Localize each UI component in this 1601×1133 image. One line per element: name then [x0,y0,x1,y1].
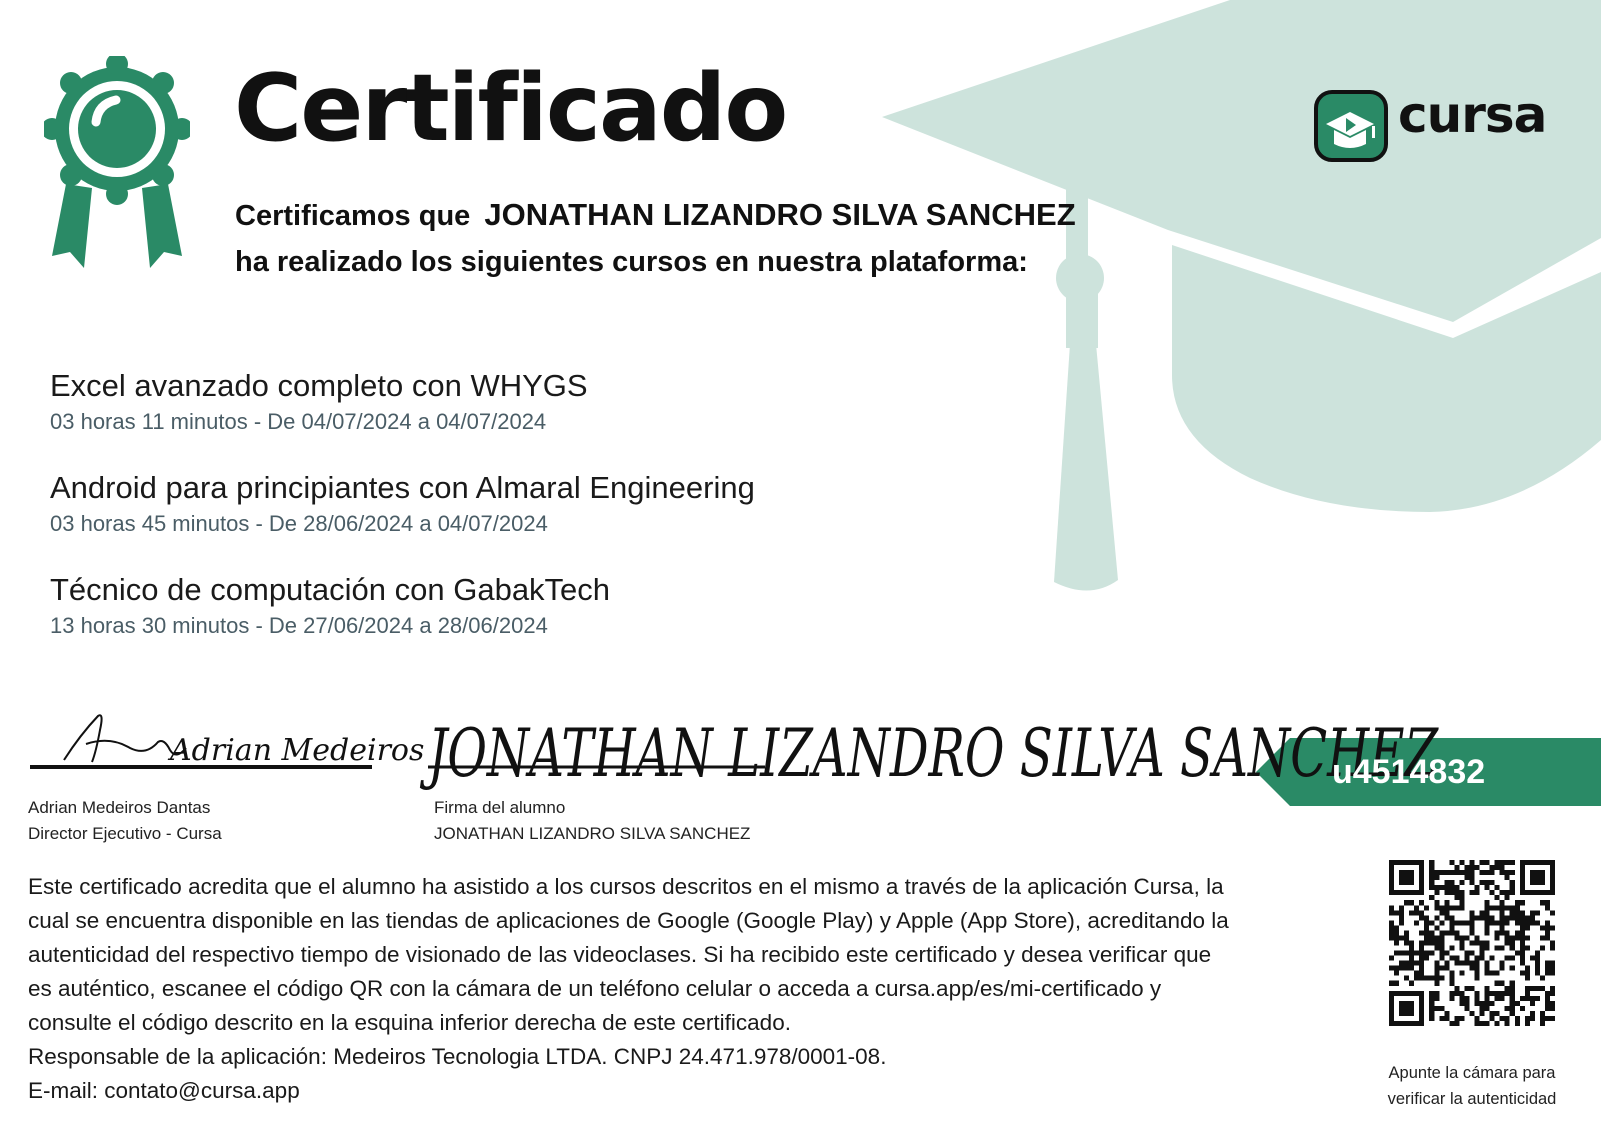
director-role: Director Ejecutivo - Cursa [28,824,222,843]
certificate-code: u4514832 [1332,753,1486,791]
course-item [50,366,950,438]
course-name: Técnico de computación con GabakTech [50,572,611,607]
course-meta: 13 horas 30 minutos - De 27/06/2024 a 28/06/2024 [50,613,548,638]
student-signature-text: JONATHAN LIZANDRO SILVA SANCHEZ [419,715,1439,792]
course-list [50,366,950,672]
certificate-title: Certificado [234,54,787,162]
qr-caption-line: Apunte la cámara para [1388,1064,1556,1082]
certificate-description [28,870,1328,1108]
student-name: JONATHAN LIZANDRO SILVA SANCHEZ [484,197,1076,232]
student-signature-name: JONATHAN LIZANDRO SILVA SANCHEZ [434,824,751,843]
course-meta: 03 horas 45 minutos - De 28/06/2024 a 04/07/2024 [50,511,548,536]
intro-suffix: ha realizado los siguientes cursos en nuestra plataforma: [235,246,1028,278]
description-line: Este certificado acredita que el alumno ha asistido a los cursos descritos en el mismo a través de la aplicación Cursa, la [28,874,1224,899]
director-signature-text: Adrian Medeiros [170,733,425,768]
certificate-intro [235,192,1076,285]
director-name: Adrian Medeiros Dantas [28,798,211,817]
description-line: autenticidad del respectivo tiempo de visionado de las videoclases. Si ha recibido este certificado y desea verificar que [28,942,1212,967]
qr-caption-line: verificar la autenticidad [1387,1090,1557,1108]
student-signature-block [434,795,750,847]
course-name: Excel avanzado completo con WHYGS [50,368,588,403]
course-name: Android para principiantes con Almaral Engineering [50,470,755,505]
description-line: Responsable de la aplicación: Medeiros Tecnologia LTDA. CNPJ 24.471.978/0001-08. [28,1044,887,1069]
qr-caption [1344,1060,1600,1112]
student-signature-label: Firma del alumno [434,798,566,817]
director-block [28,795,222,847]
qr-code[interactable] [1389,860,1555,1026]
student-signature [419,715,1439,792]
intro-prefix: Certificamos que [235,200,471,232]
course-item [50,570,950,642]
cursa-logo-text: cursa [1398,86,1547,144]
description-line: es auténtico, escanee el código QR con la cámara de un teléfono celular o acceda a cursa.app/es/mi-certificado y [28,976,1162,1001]
director-signature [30,715,424,768]
description-line: E-mail: contato@cursa.app [28,1078,300,1103]
course-item [50,468,950,540]
award-ribbon-icon [44,56,190,276]
course-meta: 03 horas 11 minutos - De 04/07/2024 a 04/07/2024 [50,409,547,434]
description-line: consulte el código descrito en la esquina inferior derecha de este certificado. [28,1010,791,1035]
description-line: cual se encuentra disponible en las tiendas de aplicaciones de Google (Google Play) y Apple (App Store), acreditando la [28,908,1229,933]
